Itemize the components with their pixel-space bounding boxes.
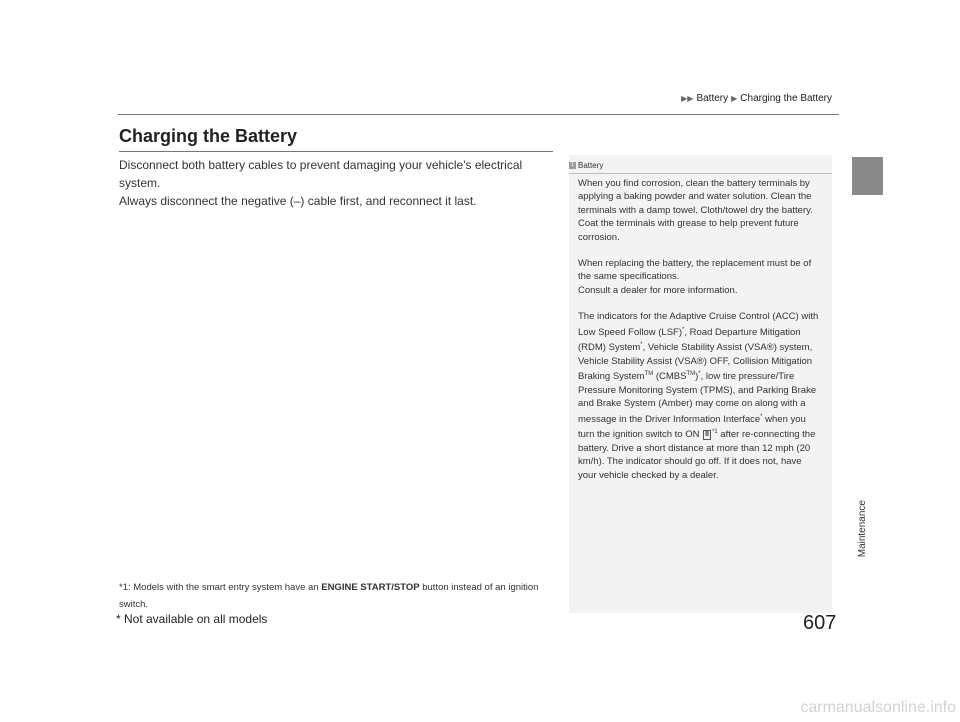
sup-mark: * [640,342,643,349]
body-line-1: Disconnect both battery cables to prevent damaging your vehicle's electrical system. [119,158,523,190]
arrow-right-icon: ▶▶ [681,94,694,103]
sidebar-text: ) [695,371,699,383]
sidebar-paragraph: When you find corrosion, clean the battery terminals by applying a baking powder and water solution. Clean the terminals with a damp towel. Cloth/towel dry the battery. Coat the terminals with grease to help prevent future corrosion. [578,178,813,243]
page-title: Charging the Battery [119,126,298,146]
sidebar-text: The indicators for the Adaptive Cruise Control (ACC) with Low Speed Follow (LSF) [578,311,819,338]
body-line-2: Always disconnect the negative (–) cable first, and reconnect it last. [119,194,477,208]
tm-mark: TM [686,371,696,378]
body-text [119,156,559,210]
sup-mark: * [698,371,701,378]
arrow-right-icon: ▶ [731,94,738,103]
breadcrumb [0,93,832,104]
sidebar-note [569,155,832,613]
tm-mark: TM [644,371,654,378]
sidebar-text: , low tire pressure/Tire Pressure Monitoring System (TPMS), and Parking Brake and Brake System (Amber) may come on along with a message in the Driver Information Interface [578,371,817,425]
sidebar-paragraph [578,257,822,297]
sidebar-text: when you turn the ignition switch to ON [578,413,806,441]
sidebar-text: , Vehicle Stability Assist (VSA®) system, Vehicle Stability Assist (VSA®) OFF, Collision Mitigation Braking System [578,342,813,383]
section-label: Maintenance [857,500,868,558]
footnote-suffix: button instead of an ignition switch. [119,582,539,610]
header-divider [118,114,839,115]
sidebar-heading-text: Battery [578,160,604,170]
breadcrumb-charging: Charging the Battery [740,93,832,104]
section-tab [852,157,883,195]
page-number: 607 [803,612,837,634]
footnote-prefix: *1: Models with the smart entry system have an [119,582,322,593]
reference-icon: 1 [570,161,575,168]
sup-mark: * [760,413,763,420]
sidebar-text: , Road Departure Mitigation (RDM) System [578,326,801,354]
availability-note: * Not available on all models [116,612,268,626]
sidebar-text: (CMBS [653,371,687,383]
sup-mark: *1 [711,429,718,436]
sup-mark: * [682,326,685,333]
sidebar-paragraph [578,310,822,482]
breadcrumb-battery[interactable]: Battery [696,93,729,104]
sidebar-body [569,174,832,482]
sidebar-text: after re-connecting the battery. Drive a short distance at more than 12 mph (20 km/h). The indicator should go off. If it does not, have your vehicle checked by a dealer. [578,429,816,481]
sidebar-heading [569,159,832,171]
sidebar-text: When replacing the battery, the replacement must be of the same specifications. [578,258,812,283]
footnote-bold: ENGINE START/STOP [321,582,420,593]
watermark: carmanualsonline.info [800,699,956,716]
ignition-position-ii-icon: II [705,431,709,439]
title-divider [119,151,553,152]
footnote [119,579,559,613]
sidebar-text: Consult a dealer for more information. [578,284,738,296]
